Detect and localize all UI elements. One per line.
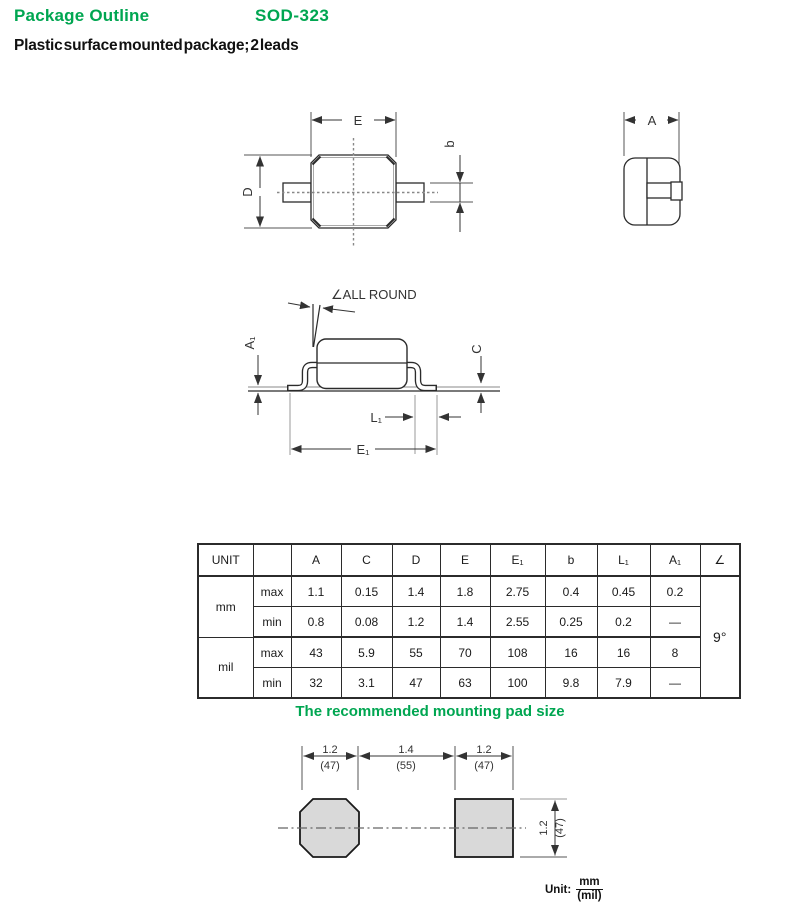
dim-label-L1: L₁ [370, 410, 382, 425]
pad-dim-3-mm: 1.2 [476, 744, 492, 756]
table-cell: 108 [490, 637, 545, 668]
table-header-unit: UNIT [198, 544, 253, 576]
pad-dim-right-mm: 1.2 [538, 820, 550, 836]
table-row-mm-min [198, 607, 740, 638]
angle-value-cell: 9° [700, 576, 740, 698]
table-cell: 0.08 [341, 607, 392, 638]
table-cell: 1.2 [392, 607, 440, 638]
mounting-pad-drawing [270, 742, 590, 872]
pad-dim-2-mil: (55) [396, 760, 416, 772]
table-cell: 2.55 [490, 607, 545, 638]
table-cell: 16 [545, 637, 597, 668]
table-cell: 1.4 [392, 576, 440, 607]
table-cell: 55 [392, 637, 440, 668]
unit-note [545, 876, 603, 903]
table-cell: 8 [650, 637, 700, 668]
table-cell: — [650, 607, 700, 638]
table-cell: 0.2 [650, 576, 700, 607]
table-cell: 43 [291, 637, 341, 668]
page-title: Package Outline [14, 6, 150, 25]
table-header-A: A [291, 544, 341, 576]
unit-numerator: mm [576, 876, 602, 890]
table-cell: 5.9 [341, 637, 392, 668]
pad-dim-1-mil: (47) [320, 760, 340, 772]
table-header-angle: ∠ [700, 544, 740, 576]
table-header-D: D [392, 544, 440, 576]
kind-cell: min [253, 607, 291, 638]
side-view [624, 112, 682, 225]
table-cell: 32 [291, 668, 341, 699]
table-cell: 9.8 [545, 668, 597, 699]
dim-label-A1: A₁ [242, 336, 257, 350]
package-name: SOD-323 [255, 6, 330, 25]
unit-cell-mm: mm [198, 576, 253, 637]
table-header-C: C [341, 544, 392, 576]
table-cell: 0.8 [291, 607, 341, 638]
table-row-mm-max [198, 576, 740, 607]
table-cell: 100 [490, 668, 545, 699]
table-cell: 1.8 [440, 576, 490, 607]
table-cell: 3.1 [341, 668, 392, 699]
dim-label-A: A [647, 113, 657, 128]
table-header-E1: E₁ [490, 544, 545, 576]
table-cell: — [650, 668, 700, 699]
pad-dim-3-mil: (47) [474, 760, 494, 772]
kind-cell: max [253, 576, 291, 607]
dim-label-D: D [240, 187, 255, 197]
dim-label-b: b [442, 140, 457, 148]
front-view [248, 303, 500, 455]
table-cell: 0.4 [545, 576, 597, 607]
mounting-pad-title: The recommended mounting pad size [295, 703, 565, 720]
package-subtitle: Plastic surface mounted package; 2 leads [14, 37, 299, 54]
table-cell: 63 [440, 668, 490, 699]
pad-dim-right-mil: (47) [554, 818, 566, 838]
dim-label-E1: E₁ [356, 442, 370, 457]
table-header-E: E [440, 544, 490, 576]
dim-label-E: E [353, 113, 363, 128]
table-header-L1: L₁ [597, 544, 650, 576]
table-cell: 2.75 [490, 576, 545, 607]
table-cell: 0.2 [597, 607, 650, 638]
table-header-b: b [545, 544, 597, 576]
table-cell: 0.45 [597, 576, 650, 607]
unit-note-label: Unit: [545, 883, 572, 896]
table-cell: 0.15 [341, 576, 392, 607]
dimension-table [197, 543, 741, 699]
table-cell: 16 [597, 637, 650, 668]
table-row-mil-min [198, 668, 740, 699]
front-view-drawing [235, 282, 585, 477]
dim-label-C: C [469, 344, 484, 354]
pad-dim-1-mm: 1.2 [322, 744, 338, 756]
unit-cell-mil: mil [198, 637, 253, 698]
table-header-row [198, 544, 740, 576]
unit-fraction [576, 876, 602, 903]
kind-cell: max [253, 637, 291, 668]
table-cell: 1.4 [440, 607, 490, 638]
table-header-blank [253, 544, 291, 576]
table-cell: 7.9 [597, 668, 650, 699]
top-and-side-view-drawing [235, 100, 695, 260]
table-cell: 0.25 [545, 607, 597, 638]
table-cell: 70 [440, 637, 490, 668]
table-cell: 47 [392, 668, 440, 699]
pad-dim-2-mm: 1.4 [398, 744, 414, 756]
table-cell: 1.1 [291, 576, 341, 607]
all-round-label: ∠ALL ROUND [331, 287, 417, 302]
top-view [244, 112, 473, 246]
unit-denominator: (mil) [577, 890, 602, 903]
table-header-A1: A₁ [650, 544, 700, 576]
kind-cell: min [253, 668, 291, 699]
table-row-mil-max [198, 637, 740, 668]
